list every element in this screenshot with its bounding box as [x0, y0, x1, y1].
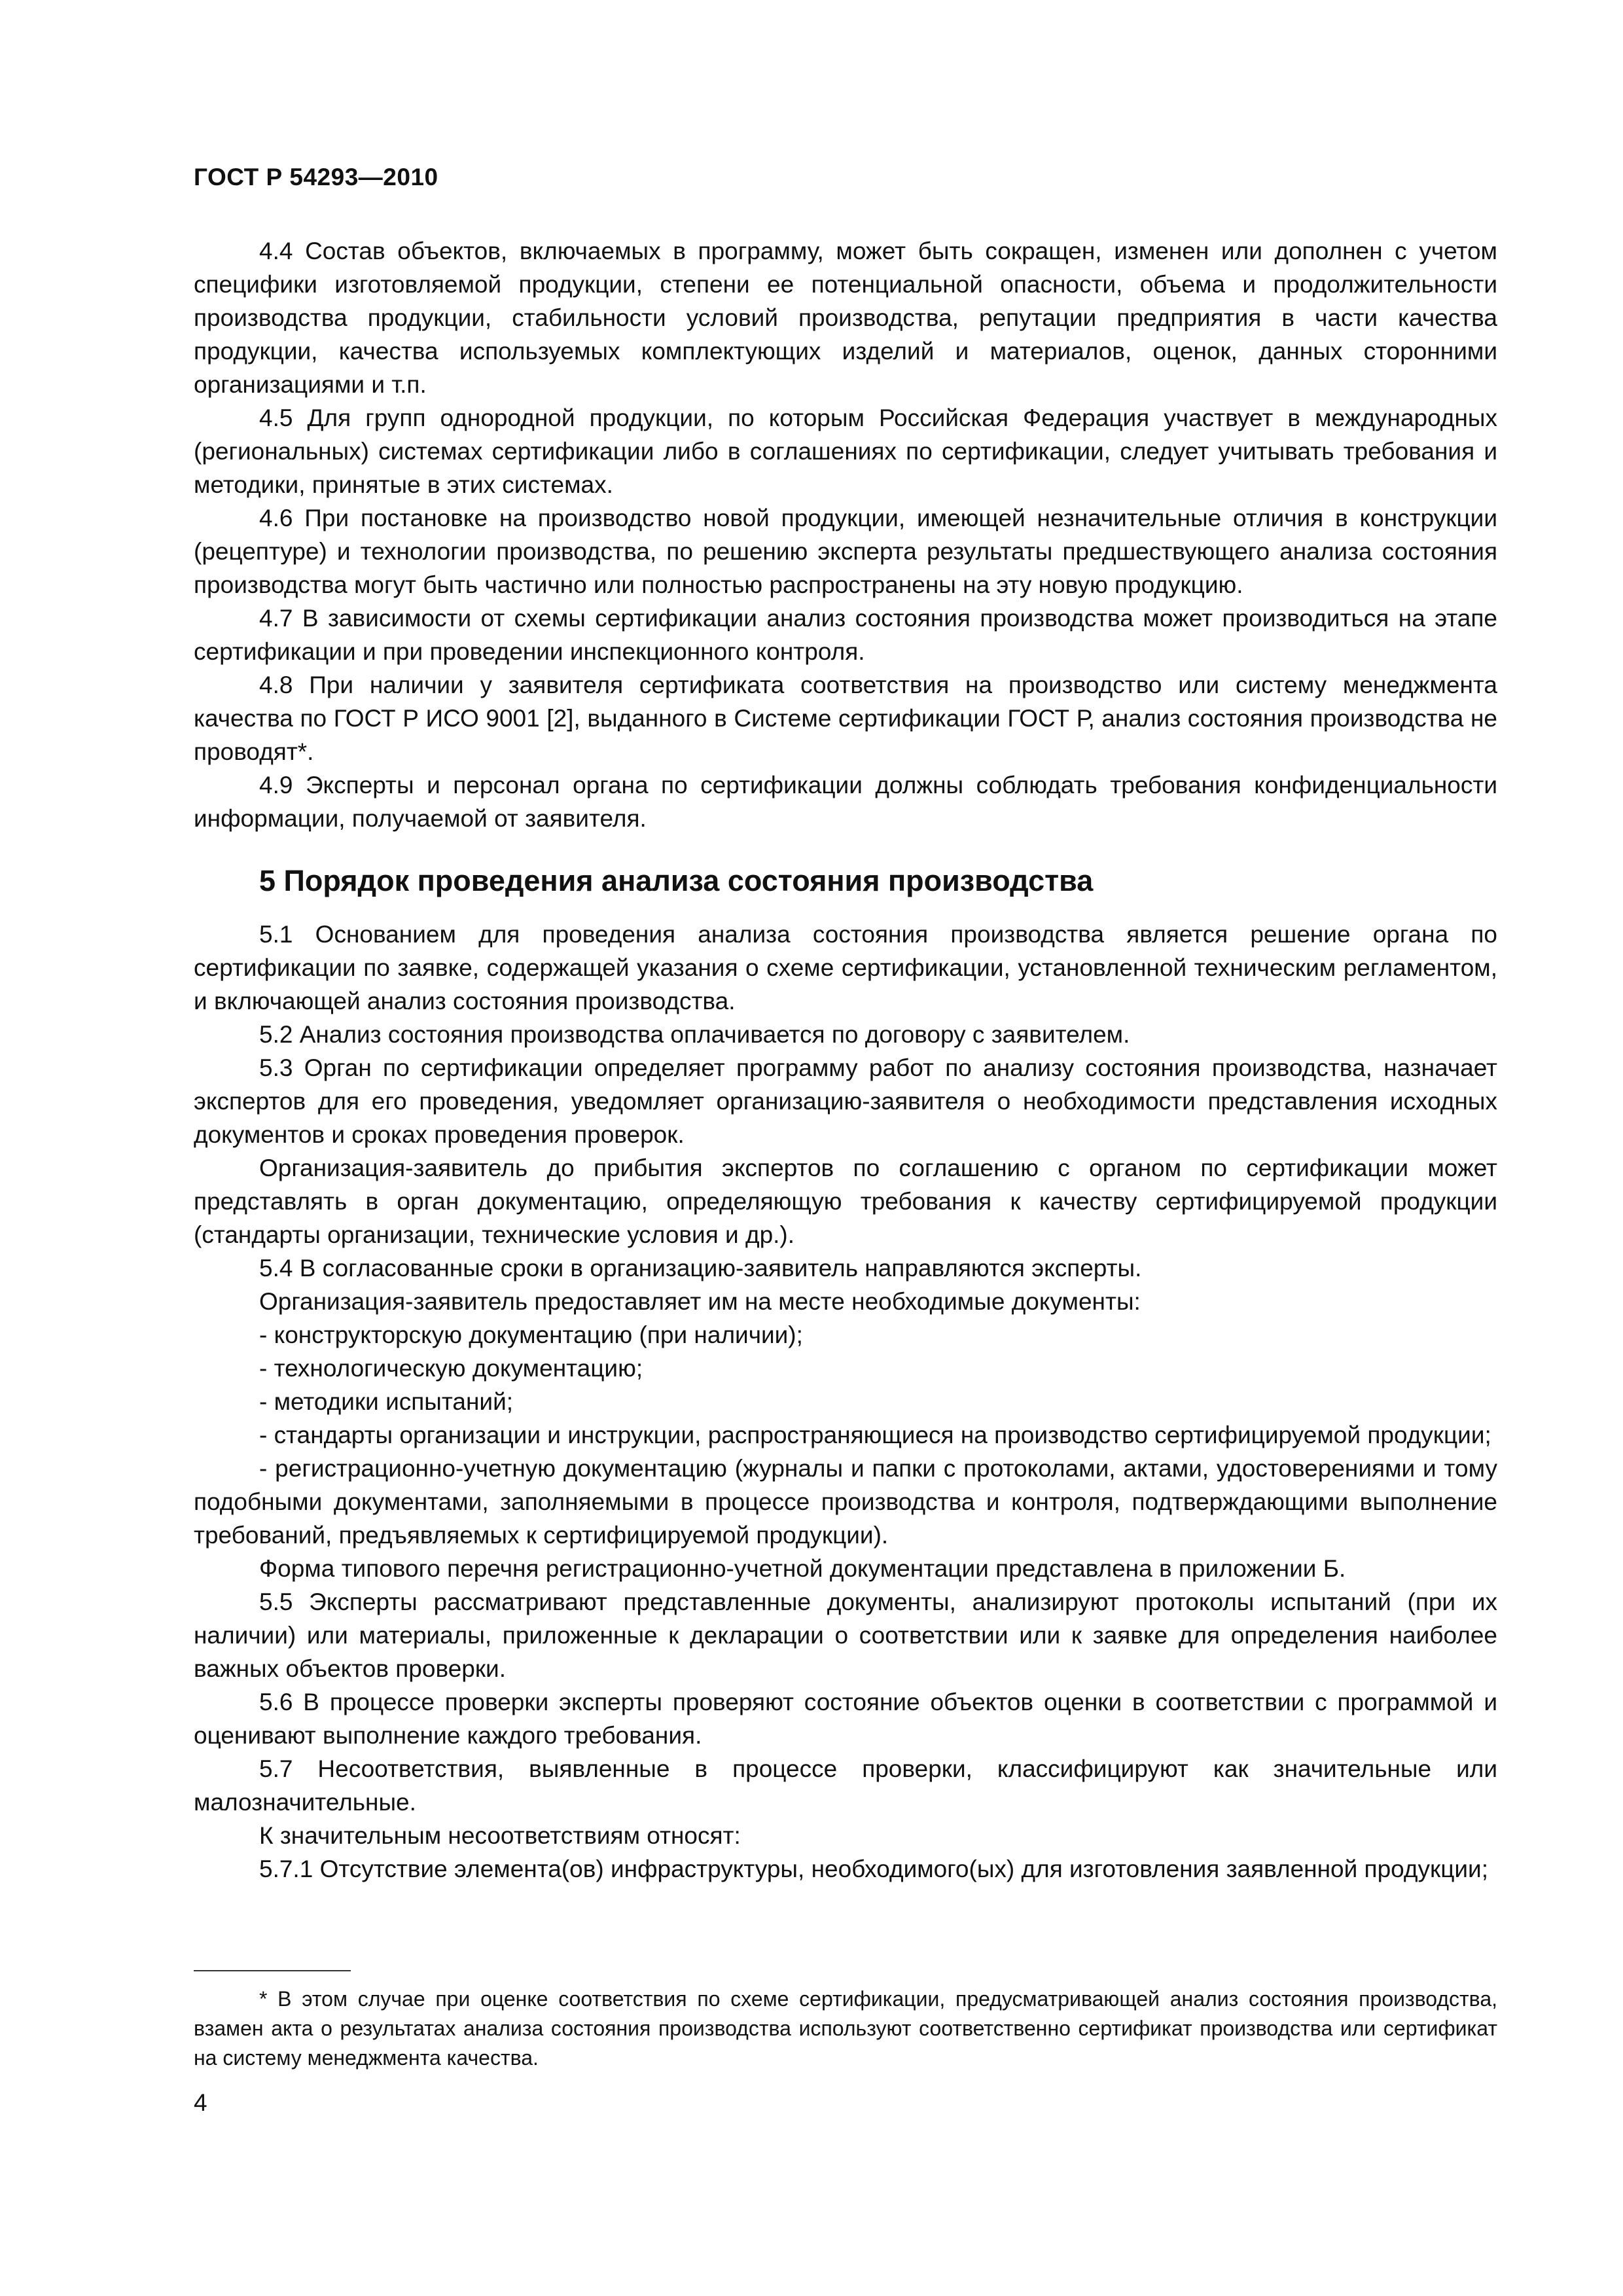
paragraph-form: Форма типового перечня регистрационно-учетной документации представлена в приложении Б.: [259, 1555, 1346, 1582]
paragraph-4-9: 4.9 Эксперты и персонал органа по сертификации должны соблюдать требования конфиденциальности информации, получаемой от заявителя.: [194, 772, 1497, 832]
paragraph-org-documents: Организация-заявитель предоставляет им на месте необходимые документы:: [259, 1288, 1141, 1315]
paragraph-5-5: 5.5 Эксперты рассматривают представленные документы, анализируют протоколы испытаний (при их наличии) или материалы, приложенные к декларации о соответствии или к заявке для определения наиболее важных объектов проверки.: [194, 1588, 1497, 1682]
list-item-registration: - регистрационно-учетную документацию (журналы и папки с протоколами, актами, удостоверениями и тому подобными документами, заполняемыми в процессе производства и контроля, подтверждающими выполнение требований, предъявляемых к сертифицируемой продукции).: [194, 1455, 1497, 1549]
paragraph-5-7-1: 5.7.1 Отсутствие элемента(ов) инфраструктуры, необходимого(ых) для изготовления заявленной продукции;: [259, 1856, 1489, 1882]
paragraph-significant: К значительным несоответствиям относят:: [259, 1822, 741, 1849]
page-content: [194, 234, 1497, 1886]
page-number: 4: [194, 2089, 207, 2116]
list-item: - конструкторскую документацию (при наличии);: [259, 1321, 803, 1348]
paragraph-5-1: 5.1 Основанием для проведения анализа состояния производства является решение органа по сертификации по заявке, содержащей указания о схеме сертификации, установленной техническим регламентом, и включающей анализ состояния производства.: [194, 921, 1497, 1014]
paragraph-5-2: 5.2 Анализ состояния производства оплачивается по договору с заявителем.: [259, 1021, 1130, 1048]
paragraph-5-4: 5.4 В согласованные сроки в организацию-заявитель направляются эксперты.: [259, 1255, 1142, 1282]
paragraph-5-7: 5.7 Несоответствия, выявленные в процессе проверки, классифицируют как значительные или малозначительные.: [194, 1755, 1497, 1816]
list-item: - методики испытаний;: [259, 1388, 514, 1415]
list-item-standards: - стандарты организации и инструкции, распространяющиеся на производство сертифицируемой продукции;: [259, 1422, 1491, 1448]
document-header: ГОСТ Р 54293—2010: [194, 164, 438, 190]
footnote-divider: [194, 1970, 351, 1971]
paragraph-org-applicant: Организация-заявитель до прибытия экспертов по соглашению с органом по сертификации может представлять в орган документацию, определяющую требования к качеству сертифицируемой продукции (стандарты организации, технические условия и др.).: [194, 1155, 1497, 1248]
paragraph-4-4: 4.4 Состав объектов, включаемых в программу, может быть сокращен, изменен или дополнен с учетом специфики изготовляемой продукции, степени ее потенциальной опасности, объема и продолжительности производства продукции, стабильности условий производства, репутации предприятия в части качества продукции, качества используемых комплектующих изделий и материалов, оценок, данных сторонними организациями и т.п.: [194, 238, 1497, 398]
paragraph-5-6: 5.6 В процессе проверки эксперты проверяют состояние объектов оценки в соответствии с программой и оценивают выполнение каждого требования.: [194, 1689, 1497, 1749]
paragraph-4-5: 4.5 Для групп однородной продукции, по которым Российская Федерация участвует в международных (региональных) системах сертификации либо в соглашениях по сертификации, следует учитывать требования и методики, принятые в этих системах.: [194, 404, 1497, 498]
section-5-heading: 5 Порядок проведения анализа состояния производства: [259, 864, 1094, 897]
paragraph-4-6: 4.6 При постановке на производство новой продукции, имеющей незначительные отличия в конструкции (рецептуре) и технологии производства, по решению эксперта результаты предшествующего анализа состояния производства могут быть частично или полностью распространены на эту новую продукцию.: [194, 505, 1497, 598]
list-item: - технологическую документацию;: [259, 1355, 643, 1382]
paragraph-4-8: 4.8 При наличии у заявителя сертификата соответствия на производство или систему менеджмента качества по ГОСТ Р ИСО 9001 [2], выданного в Системе сертификации ГОСТ Р, анализ состояния производства не проводят*.: [194, 672, 1497, 765]
paragraph-4-7: 4.7 В зависимости от схемы сертификации анализ состояния производства может производиться на этапе сертификации и при проведении инспекционного контроля.: [194, 605, 1497, 665]
footnote: * В этом случае при оценке соответствия по схеме сертификации, предусматривающей анализ состояния производства, взамен акта о результатах анализа состояния производства используют соответственно сертификат производства или сертификат на систему менеджмента качества.: [194, 1987, 1497, 2070]
paragraph-5-3: 5.3 Орган по сертификации определяет программу работ по анализу состояния производства, назначает экспертов для его проведения, уведомляет организацию-заявителя о необходимости представления исходных документов и сроках проведения проверок.: [194, 1054, 1497, 1148]
